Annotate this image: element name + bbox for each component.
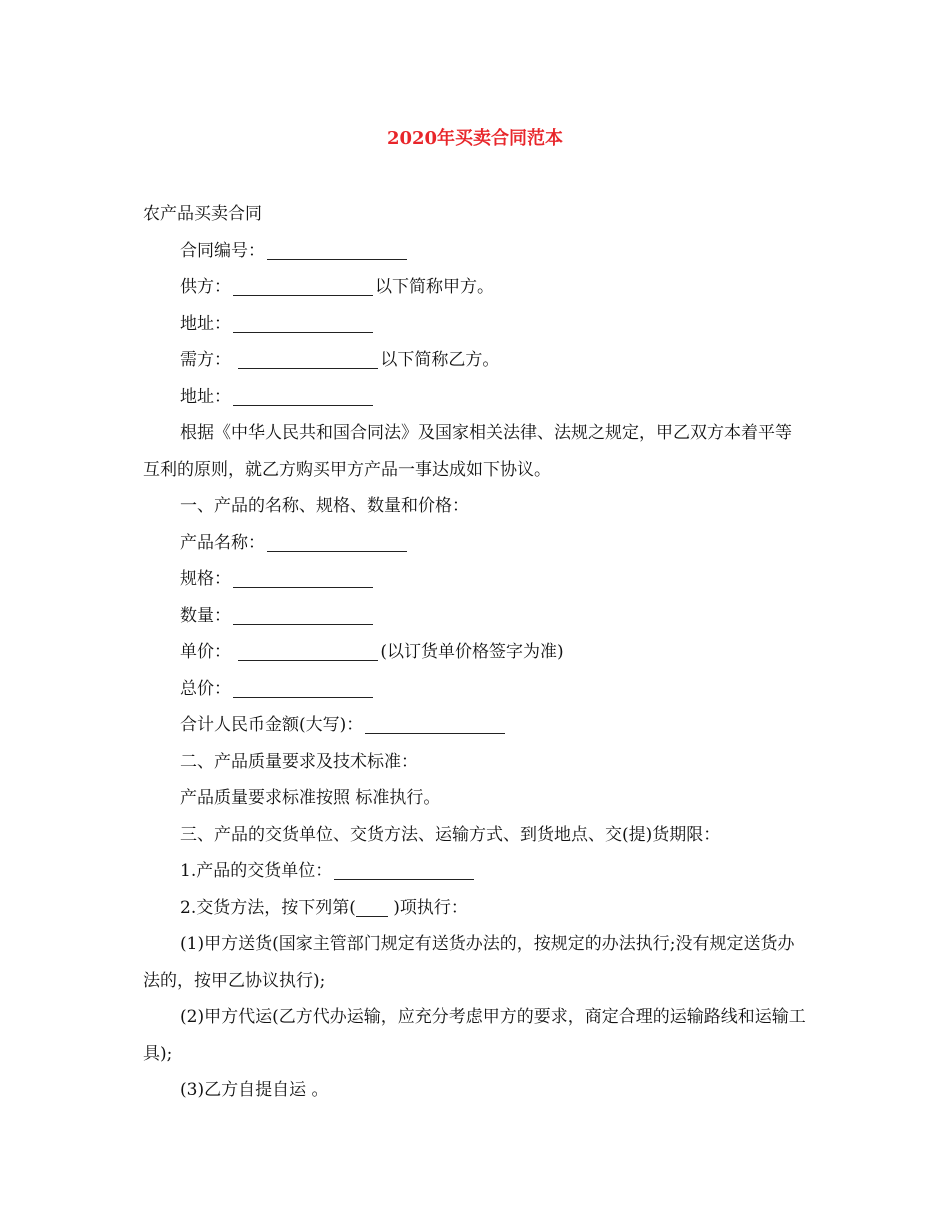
delivery-unit-label: 1.产品的交货单位：	[180, 861, 333, 881]
supplier-address-label: 地址：	[180, 313, 231, 334]
unit-price-label: 单价：	[180, 642, 231, 662]
spec-blank[interactable]	[233, 569, 373, 588]
product-name-line	[143, 525, 808, 562]
delivery-method-line	[143, 890, 808, 927]
quality-text: 产品质量要求标准按照 标准执行。	[180, 788, 441, 808]
unit-price-suffix: (以订货单价格签字为准)	[380, 642, 564, 662]
supplier-suffix: 以下简称甲方。	[375, 277, 494, 297]
total-price-label: 总价：	[180, 678, 231, 699]
buyer-suffix: 以下简称乙方。	[380, 350, 500, 370]
delivery-method-prefix: 2.交货方法，按下列第(	[180, 897, 356, 918]
product-name-blank[interactable]	[267, 533, 407, 552]
section-1-heading: 一、产品的名称、规格、数量和价格：	[180, 496, 469, 516]
total-rmb-label: 合计人民币金额(大写)：	[180, 715, 364, 735]
buyer-address-blank[interactable]	[233, 387, 373, 406]
contract-number-blank[interactable]	[267, 241, 407, 260]
supplier-line	[143, 269, 808, 306]
delivery-method-suffix: )项执行：	[387, 897, 468, 918]
contract-heading: 农产品买卖合同	[143, 204, 262, 224]
unit-price-blank[interactable]	[238, 642, 378, 661]
spec-label: 规格：	[180, 569, 231, 589]
product-name-label: 产品名称：	[180, 532, 265, 553]
option-3-text: (3)乙方自提自运 。	[180, 1080, 329, 1100]
option-1-text: (1)甲方送货(国家主管部门规定有送货办法的，按规定的办法执行;没有规定送货办法的，按甲乙协议执行);	[143, 934, 795, 991]
document-body	[143, 196, 808, 1109]
supplier-address-blank[interactable]	[233, 314, 373, 333]
delivery-method-blank[interactable]	[356, 898, 388, 917]
supplier-address-line	[143, 306, 808, 343]
quantity-label: 数量：	[180, 605, 231, 626]
section-3-heading: 三、产品的交货单位、交货方法、运输方式、到货地点、交(提)货期限：	[180, 824, 721, 845]
delivery-unit-line	[143, 853, 808, 890]
buyer-address-line	[143, 379, 808, 416]
preamble-paragraph	[143, 415, 808, 488]
total-price-line	[143, 671, 808, 708]
total-price-blank[interactable]	[233, 679, 373, 698]
option-2-text: (2)甲方代运(乙方代办运输，应充分考虑甲方的要求，商定合理的运输路线和运输工具);	[143, 1007, 806, 1064]
contract-number-label: 合同编号：	[180, 240, 265, 261]
preamble-text: 根据《中华人民共和国合同法》及国家相关法律、法规之规定，甲乙双方本着平等互利的原则，就乙方购买甲方产品一事达成如下协议。	[143, 423, 792, 480]
buyer-label: 需方：	[180, 350, 231, 370]
document-title: 2020年买卖合同范本	[386, 128, 564, 149]
buyer-address-label: 地址：	[180, 386, 231, 407]
option-1-paragraph	[143, 926, 808, 999]
buyer-blank[interactable]	[238, 350, 378, 369]
quantity-blank[interactable]	[233, 606, 373, 625]
unit-price-line	[143, 634, 808, 671]
total-rmb-blank[interactable]	[365, 715, 505, 734]
option-2-paragraph	[143, 999, 808, 1072]
supplier-label: 供方：	[180, 277, 231, 297]
contract-number-line	[143, 233, 808, 270]
section-2-heading: 二、产品质量要求及技术标准：	[180, 751, 418, 772]
total-rmb-line	[143, 707, 808, 744]
delivery-unit-blank[interactable]	[334, 861, 474, 880]
supplier-blank[interactable]	[233, 277, 373, 296]
quantity-line	[143, 598, 808, 635]
spec-line	[143, 561, 808, 598]
buyer-line	[143, 342, 808, 379]
